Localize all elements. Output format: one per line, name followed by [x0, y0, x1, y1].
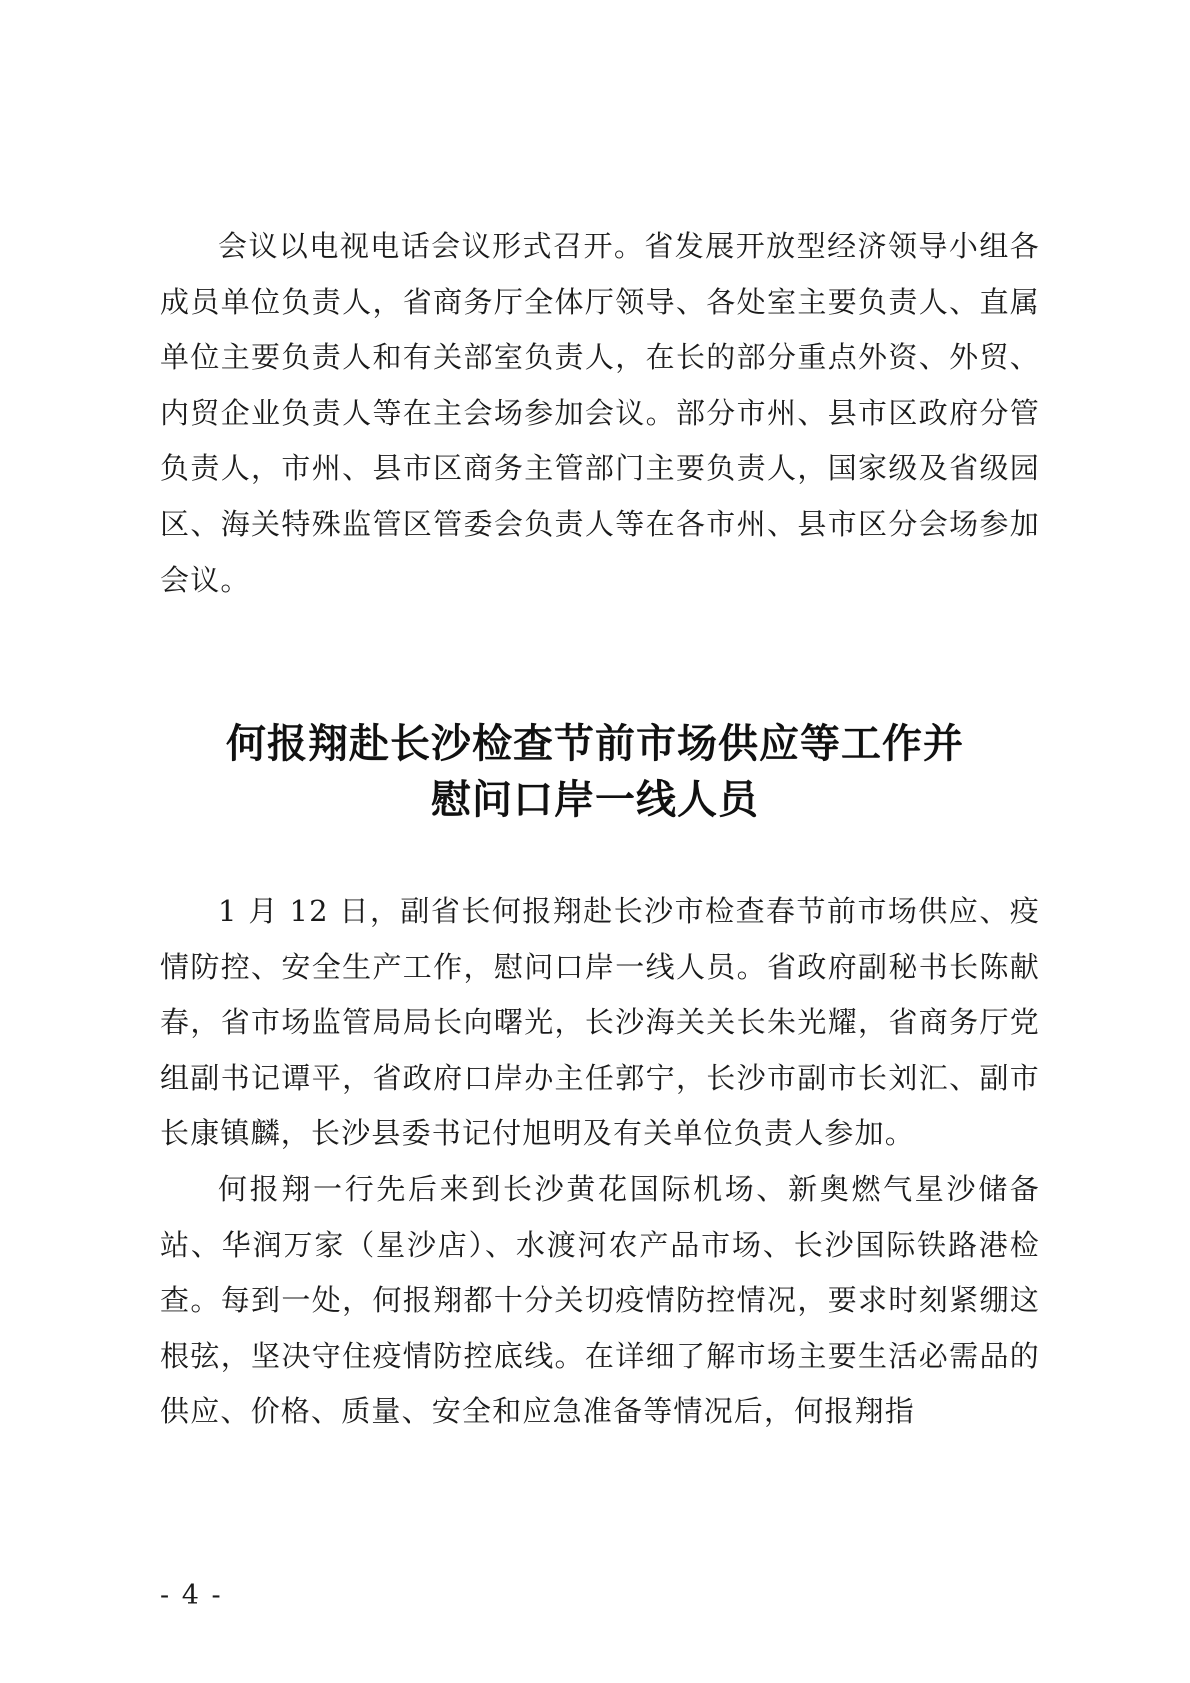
article-body [160, 884, 1040, 1440]
page-number: - 4 - [160, 1580, 223, 1611]
body-paragraph: 1 月 12 日，副省长何报翔赴长沙市检查春节前市场供应、疫情防控、安全生产工作，慰问口岸一线人员。省政府副秘书长陈献春，省市场监管局局长向曙光，长沙海关关长朱光耀，省商务厅党组副书记谭平，省政府口岸办主任郭宁，长沙市副市长刘汇、副市长康镇麟，长沙县委书记付旭明及有关单位负责人参加。 [160, 894, 1040, 1151]
article-title-line-2: 慰问口岸一线人员 [431, 777, 759, 823]
meeting-attendance-section [160, 219, 1040, 608]
body-paragraph: 何报翔一行先后来到长沙黄花国际机场、新奥燃气星沙储备站、华润万家（星沙店）、水渡河农产品市场、长沙国际铁路港检查。每到一处，何报翔都十分关切疫情防控情况，要求时刻紧绷这根弦，坚决守住疫情防控底线。在详细了解市场主要生活必需品的供应、价格、质量、安全和应急准备等情况后，何报翔指 [160, 1171, 1040, 1429]
article-title-line-1: 何报翔赴长沙检查节前市场供应等工作并 [226, 721, 964, 767]
body-paragraph: 会议以电视电话会议形式召开。省发展开放型经济领导小组各成员单位负责人，省商务厅全体厅领导、各处室主要负责人、直属单位主要负责人和有关部室负责人，在长的部分重点外资、外贸、内贸企业负责人等在主会场参加会议。部分市州、县市区政府分管负责人，市州、县市区商务主管部门主要负责人，国家级及省级园区、海关特殊监管区管委会负责人等在各市州、县市区分会场参加会议。 [160, 229, 1040, 597]
article-title [0, 716, 1190, 828]
